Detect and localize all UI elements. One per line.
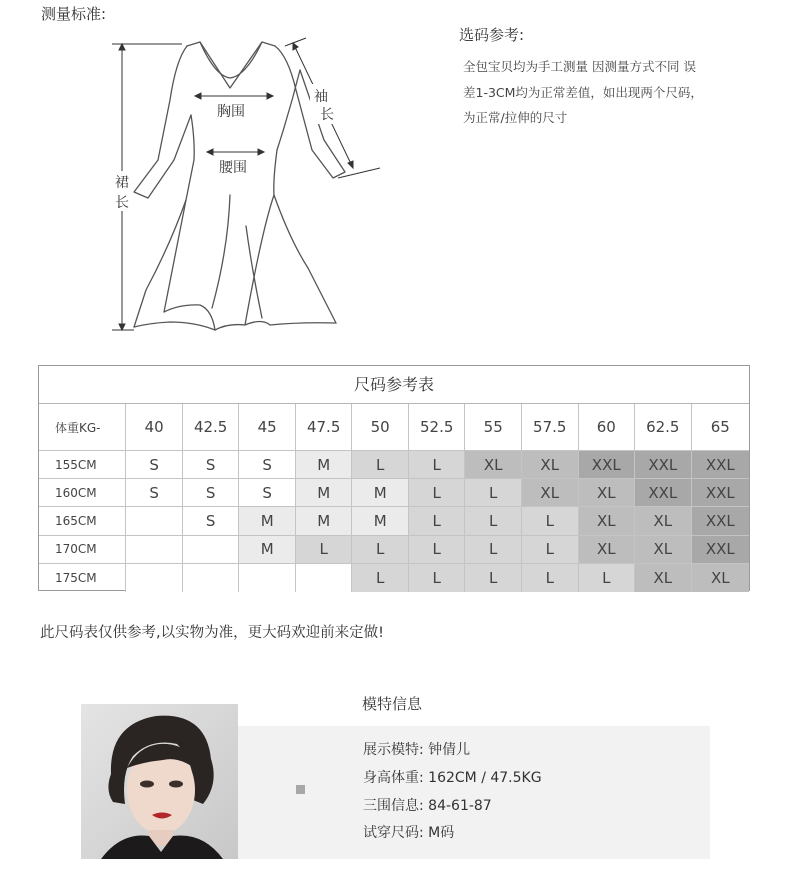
weight-header-cell: 45	[239, 404, 296, 451]
weight-header-cell: 65	[692, 404, 750, 451]
height-cell: 175CM	[39, 564, 126, 592]
size-cell: L	[409, 536, 466, 564]
size-cell	[126, 507, 183, 535]
weight-header-cell: 52.5	[409, 404, 466, 451]
table-row	[39, 507, 749, 535]
sleeve-label-1: 袖	[314, 89, 328, 105]
size-cell: S	[126, 479, 183, 507]
weight-header-cell: 50	[352, 404, 409, 451]
size-cell: S	[183, 507, 240, 535]
size-table-title: 尺码参考表	[39, 366, 749, 404]
size-cell: L	[296, 536, 353, 564]
model-info-line: 身高体重: 162CM / 47.5KG	[363, 770, 542, 786]
size-cell: L	[465, 564, 522, 592]
size-cell: L	[522, 536, 579, 564]
reference-line: 全包宝贝均为手工测量 因测量方式不同 误	[463, 59, 696, 74]
model-title: 模特信息	[362, 695, 423, 713]
reference-line: 为正常/拉伸的尺寸	[463, 110, 568, 125]
table-row	[39, 451, 749, 479]
model-info-panel	[238, 726, 710, 859]
weight-header-label: 体重KG-	[39, 404, 126, 451]
size-cell	[183, 536, 240, 564]
bullet-marker	[296, 785, 305, 794]
size-cell: L	[409, 451, 466, 479]
weight-header-cell: 40	[126, 404, 183, 451]
size-cell: L	[522, 564, 579, 592]
weight-header-cell: 47.5	[296, 404, 353, 451]
reference-title: 选码参考:	[459, 26, 525, 44]
table-row	[39, 479, 749, 507]
waist-label: 腰围	[219, 160, 247, 176]
model-photo	[81, 704, 238, 859]
size-cell: L	[465, 507, 522, 535]
size-cell: M	[352, 507, 409, 535]
model-info-line: 三围信息: 84-61-87	[363, 798, 492, 814]
size-cell: L	[352, 536, 409, 564]
size-cell: L	[579, 564, 636, 592]
size-cell: S	[239, 479, 296, 507]
chest-label: 胸围	[217, 104, 245, 120]
size-cell: M	[239, 507, 296, 535]
height-cell: 155CM	[39, 451, 126, 479]
size-cell: L	[522, 507, 579, 535]
size-cell: XXL	[692, 507, 750, 535]
size-cell: XXL	[635, 451, 692, 479]
size-cell: L	[352, 451, 409, 479]
size-cell: M	[239, 536, 296, 564]
size-cell: L	[409, 507, 466, 535]
sleeve-label-2: 长	[320, 107, 334, 123]
model-info-line: 试穿尺码: M码	[363, 825, 455, 841]
size-cell: XL	[635, 536, 692, 564]
size-cell: XL	[635, 507, 692, 535]
size-cell	[183, 564, 240, 592]
weight-header-cell: 55	[465, 404, 522, 451]
height-cell: 160CM	[39, 479, 126, 507]
size-cell: XL	[522, 479, 579, 507]
size-cell: XXL	[635, 479, 692, 507]
size-cell: XL	[579, 479, 636, 507]
dress-diagram	[0, 0, 420, 345]
weight-header-cell: 60	[579, 404, 636, 451]
size-cell: L	[352, 564, 409, 592]
size-cell: L	[409, 479, 466, 507]
weight-header-cell: 57.5	[522, 404, 579, 451]
size-cell: L	[409, 564, 466, 592]
size-cell: S	[183, 479, 240, 507]
size-cell: XXL	[692, 479, 750, 507]
size-cell: S	[183, 451, 240, 479]
reference-line: 差1-3CM均为正常差值，如出现两个尺码，	[463, 85, 703, 100]
size-cell: L	[465, 479, 522, 507]
size-cell: XL	[579, 536, 636, 564]
size-cell: XL	[635, 564, 692, 592]
size-cell: S	[239, 451, 296, 479]
table-row	[39, 564, 749, 592]
size-cell: XL	[465, 451, 522, 479]
size-cell: M	[352, 479, 409, 507]
size-cell: M	[296, 451, 353, 479]
weight-header-cell: 42.5	[183, 404, 240, 451]
size-cell: XL	[579, 507, 636, 535]
size-cell	[126, 564, 183, 592]
size-cell: XXL	[692, 536, 750, 564]
measure-title: 测量标准:	[41, 5, 107, 23]
table-row	[39, 536, 749, 564]
size-cell: XXL	[692, 451, 750, 479]
size-cell: XL	[692, 564, 750, 592]
size-table	[38, 365, 750, 591]
height-cell: 165CM	[39, 507, 126, 535]
size-note: 此尺码表仅供参考,以实物为准，更大码欢迎前来定做!	[40, 625, 384, 641]
size-cell: M	[296, 507, 353, 535]
size-cell	[296, 564, 353, 592]
size-cell	[239, 564, 296, 592]
table-header-row	[39, 404, 749, 451]
size-cell: S	[126, 451, 183, 479]
height-cell: 170CM	[39, 536, 126, 564]
size-cell: L	[465, 536, 522, 564]
skirt-label-2: 长	[115, 195, 129, 211]
size-cell: M	[296, 479, 353, 507]
model-info-line: 展示模特: 钟倩儿	[363, 742, 471, 758]
weight-header-cell: 62.5	[635, 404, 692, 451]
size-cell: XL	[522, 451, 579, 479]
skirt-label-1: 裙	[115, 175, 129, 191]
size-cell: XXL	[579, 451, 636, 479]
size-cell	[126, 536, 183, 564]
